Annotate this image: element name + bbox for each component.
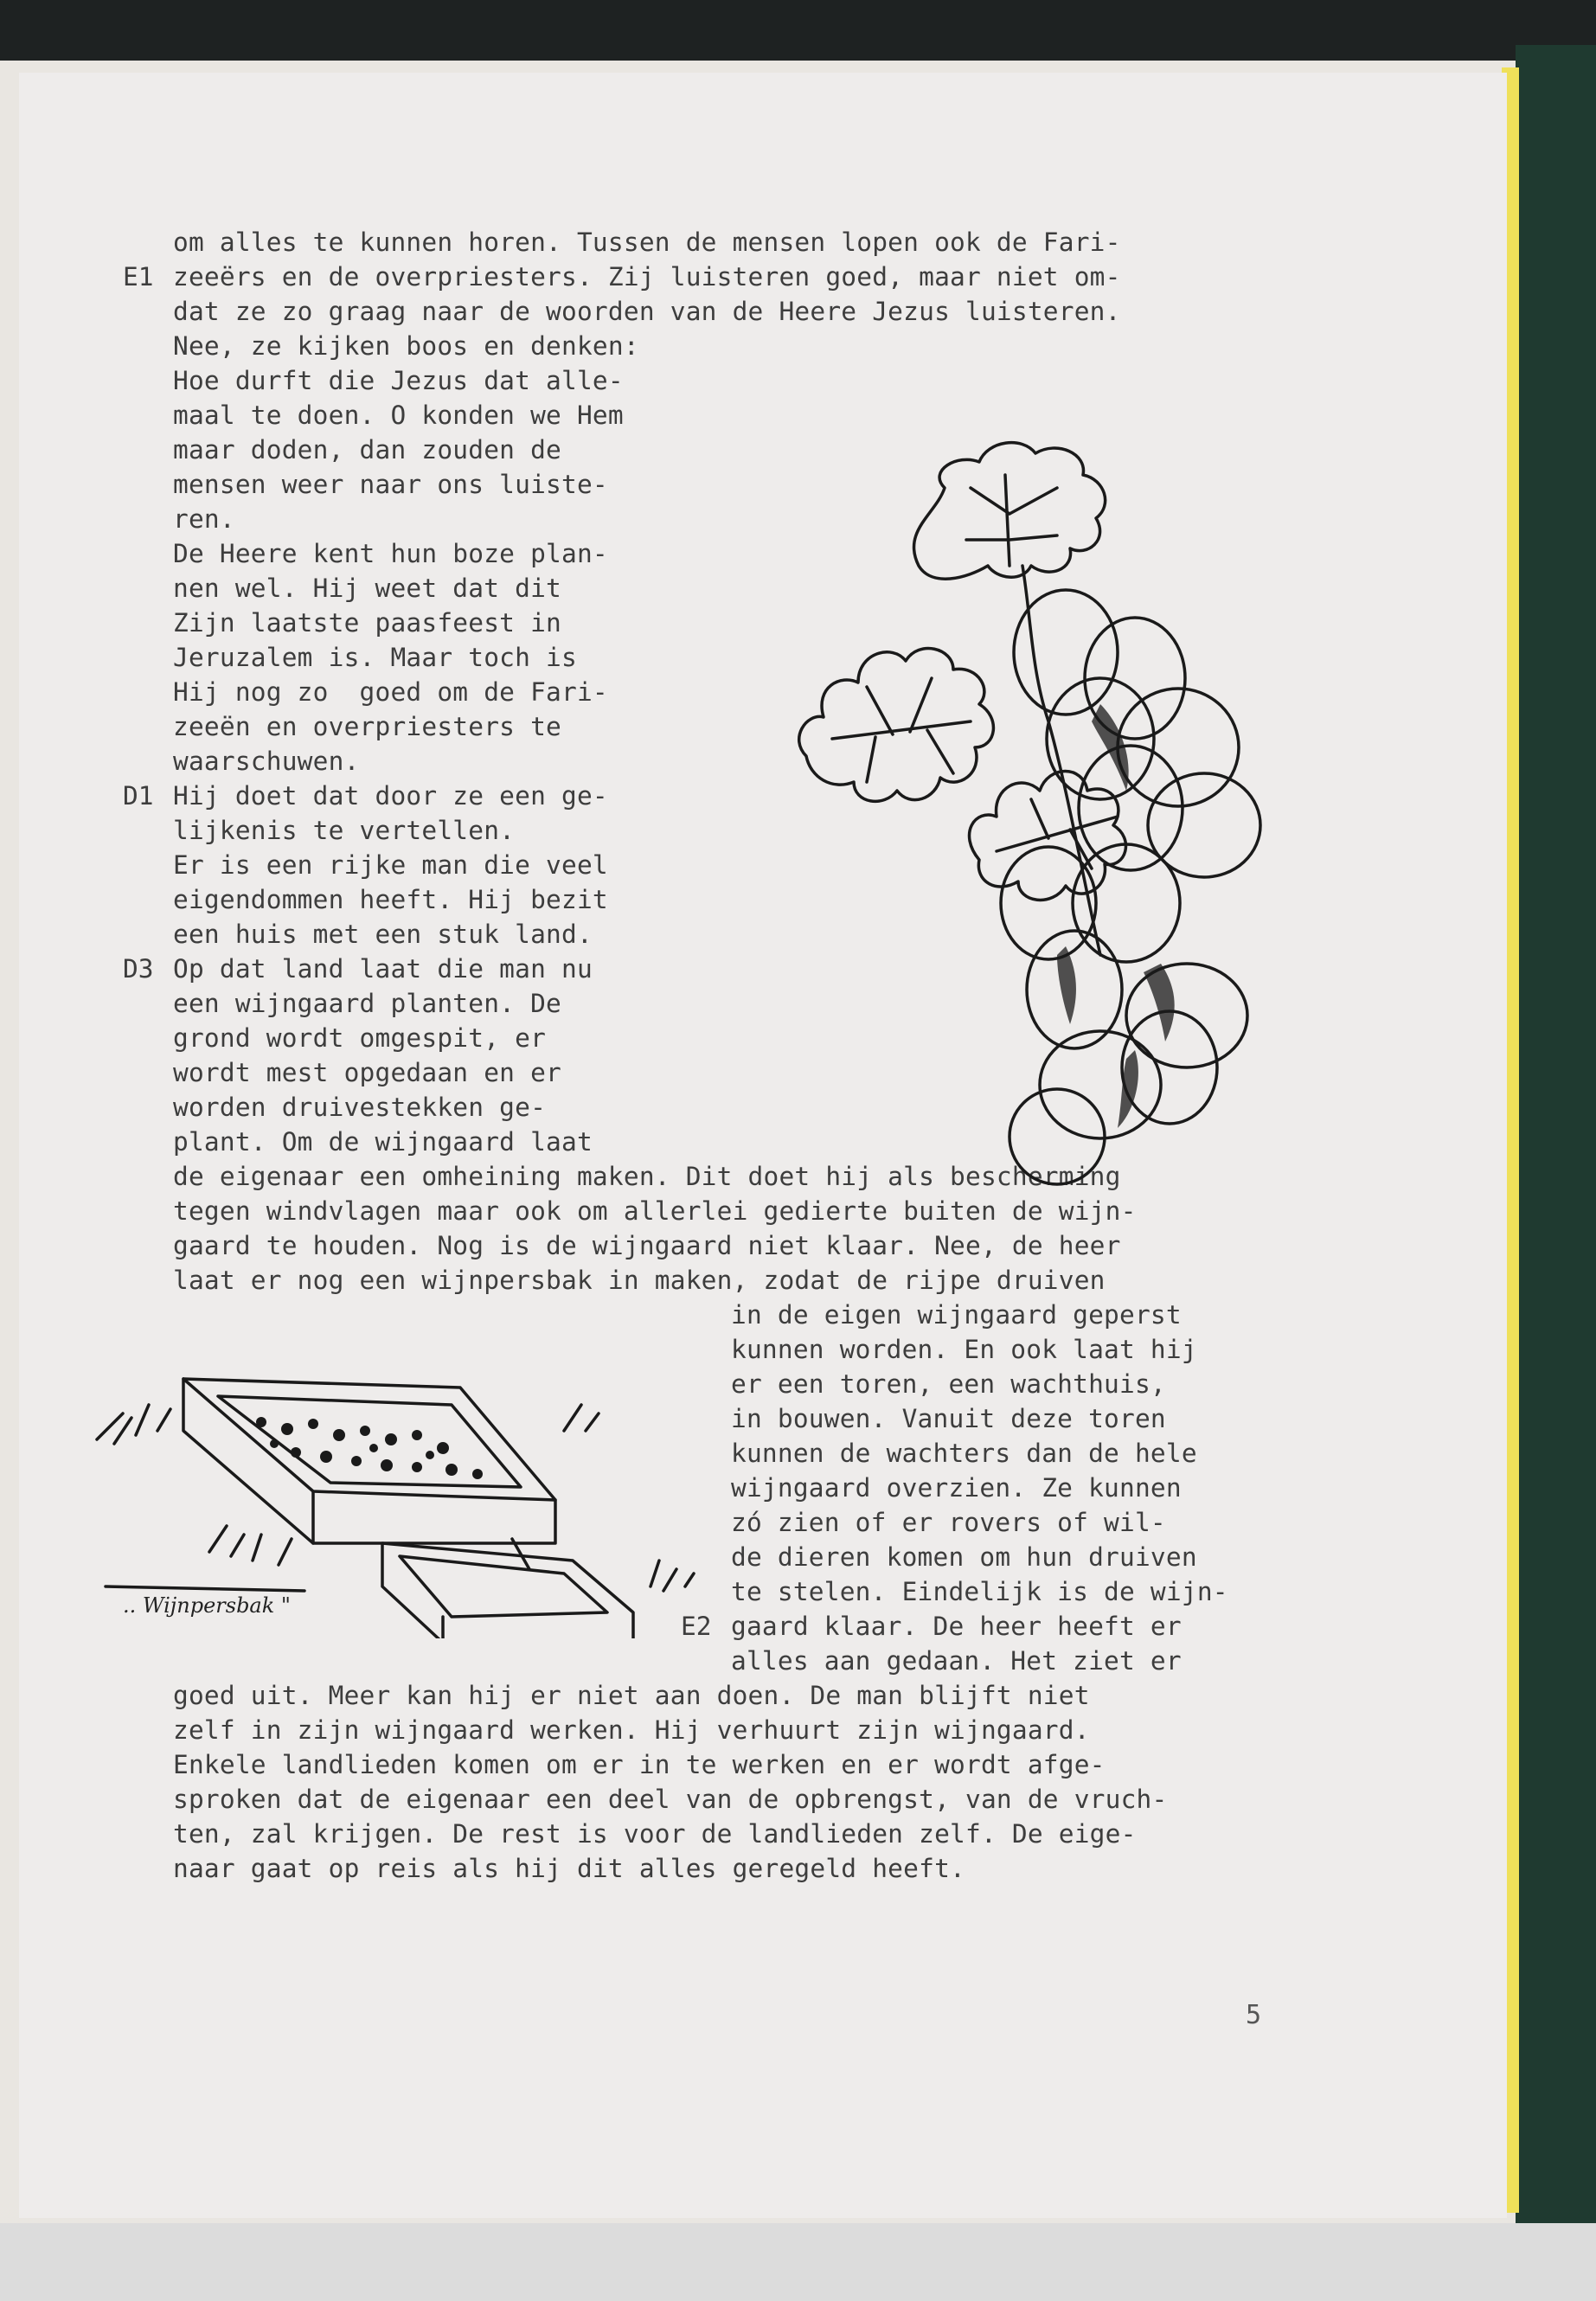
text-line: sproken dat de eigenaar een deel van de opbrengst, van de vruch- [173,1785,1168,1814]
wine-press-illustration [88,1327,728,1638]
text-line: grond wordt omgespit, er [173,1023,547,1053]
text-line: Enkele landlieden komen om er in te werken en er wordt afge- [173,1750,1106,1779]
text-line: zó zien of er rovers of wil- [731,1508,1166,1537]
text-line: mensen weer naar ons luiste- [173,470,608,499]
grapes-illustration [772,393,1317,1215]
text-line: wordt mest opgedaan en er [173,1058,562,1087]
text-line: naar gaat op reis als hij dit alles geregeld heeft. [173,1854,965,1883]
text-line: Er is een rijke man die veel [173,850,608,880]
text-line: Op dat land laat die man nu [173,954,593,984]
text-line: zelf in zijn wijngaard werken. Hij verhuurt zijn wijngaard. [173,1715,1090,1745]
text-line: Jeruzalem is. Maar toch is [173,643,577,672]
scan-bottom-border [0,2223,1596,2301]
book-page [19,73,1507,2218]
text-line: goed uit. Meer kan hij er niet aan doen. De man blijft niet [173,1681,1090,1710]
text-line: nen wel. Hij weet dat dit [173,574,562,603]
text-line: een wijngaard planten. De [173,989,562,1018]
illustration-caption: .. Wijnpersbak " [123,1593,291,1618]
text-line: lijkenis te vertellen. [173,816,516,845]
text-line: zeeërs en de overpriesters. Zij luisteren goed, maar niet om- [173,262,1121,292]
book-cover-edge [1516,45,1596,2234]
text-line: Hij nog zo goed om de Fari- [173,677,608,707]
text-line: Nee, ze kijken boos en denken: [173,331,639,361]
text-line: tegen windvlagen maar ook om allerlei gedierte buiten de wijn- [173,1196,1137,1226]
text-line: in bouwen. Vanuit deze toren [731,1404,1166,1433]
text-line: waarschuwen. [173,747,360,776]
text-line: een huis met een stuk land. [173,920,593,949]
text-line: Zijn laatste paasfeest in [173,608,562,638]
text-line: eigendommen heeft. Hij bezit [173,885,608,914]
margin-marker-d3: D3 [123,954,154,984]
text-line: alles aan gedaan. Het ziet er [731,1646,1182,1676]
margin-marker-e2: E2 [681,1612,712,1641]
text-line: gaard te houden. Nog is de wijngaard niet klaar. Nee, de heer [173,1231,1121,1260]
text-line: Hij doet dat door ze een ge- [173,781,608,811]
text-line: de eigenaar een omheining maken. Dit doet hij als bescherming [173,1162,1121,1191]
text-line: om alles te kunnen horen. Tussen de mensen lopen ook de Fari- [173,228,1121,257]
text-line: er een toren, een wachthuis, [731,1369,1166,1399]
text-line: maar doden, dan zouden de [173,435,562,465]
text-line: Hoe durft die Jezus dat alle- [173,366,624,395]
text-line: wijngaard overzien. Ze kunnen [731,1473,1182,1503]
text-line: plant. Om de wijngaard laat [173,1127,593,1157]
text-line: kunnen de wachters dan de hele [731,1439,1197,1468]
text-line: ten, zal krijgen. De rest is voor de landlieden zelf. De eige- [173,1819,1137,1849]
text-line: laat er nog een wijnpersbak in maken, zodat de rijpe druiven [173,1266,1106,1295]
text-line: gaard klaar. De heer heeft er [731,1612,1182,1641]
text-line: dat ze zo graag naar de woorden van de Heere Jezus luisteren. [173,297,1121,326]
text-line: kunnen worden. En ook laat hij [731,1335,1197,1364]
text-line: maal te doen. O konden we Hem [173,401,624,430]
text-line: te stelen. Eindelijk is de wijn- [731,1577,1228,1606]
text-line: zeeën en overpriesters te [173,712,562,741]
text-line: ren. [173,504,235,534]
margin-marker-e1: E1 [123,262,154,292]
scan-top-border [0,0,1596,61]
text-line: de dieren komen om hun druiven [731,1542,1197,1572]
text-line: in de eigen wijngaard geperst [731,1300,1182,1330]
margin-marker-d1: D1 [123,781,154,811]
text-line: De Heere kent hun boze plan- [173,539,608,568]
text-line: worden druivestekken ge- [173,1093,547,1122]
page-number: 5 [1246,2000,1262,2030]
